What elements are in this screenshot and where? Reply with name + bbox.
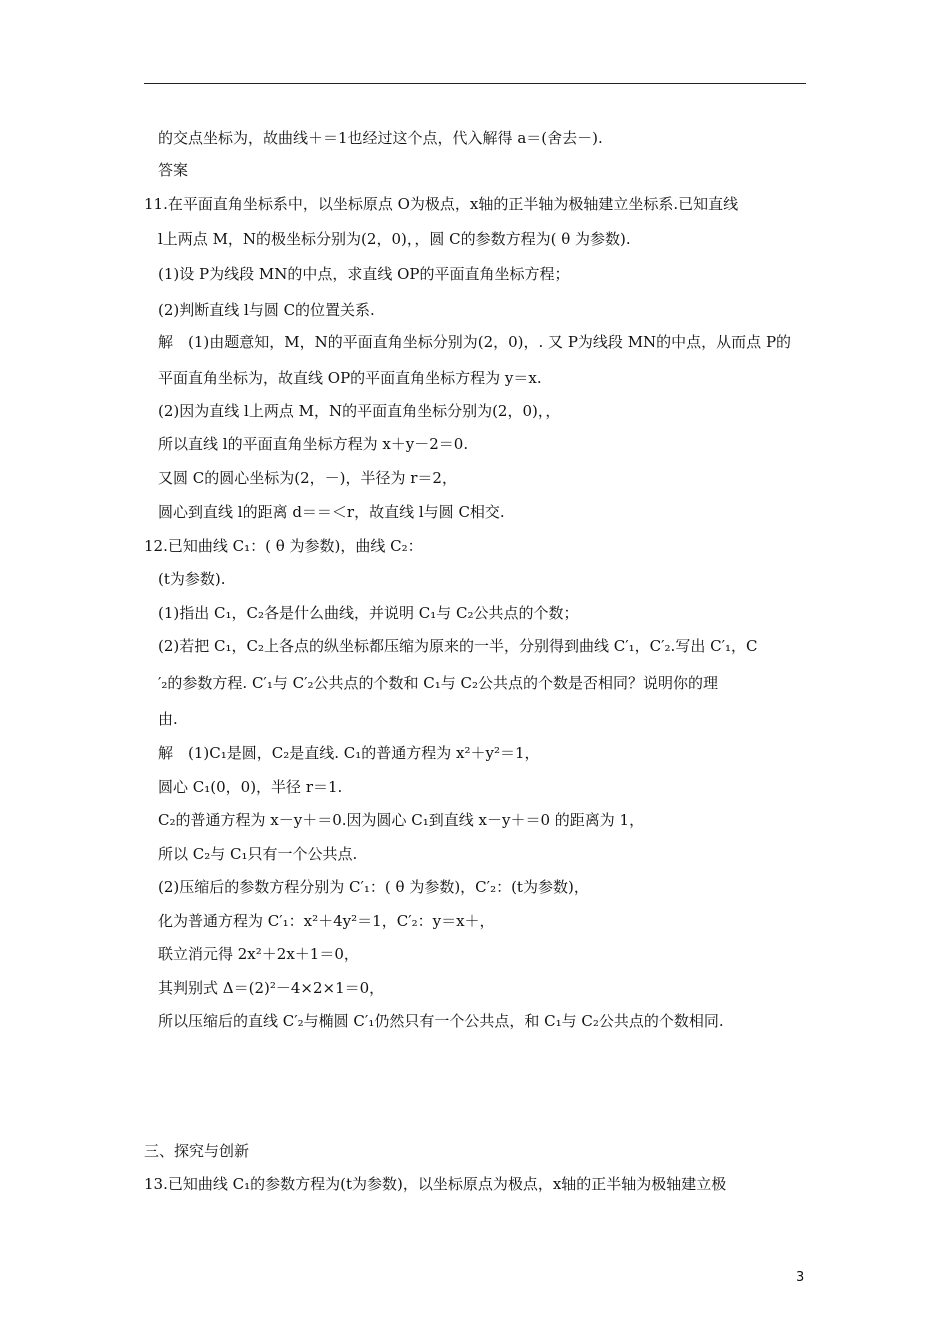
text-line: 三、探究与创新 [144, 1142, 250, 1160]
text-line: 12.已知曲线 C₁：( θ 为参数)，曲线 C₂： [144, 537, 423, 555]
text-line: 圆心到直线 l的距离 d＝＝＜r，故直线 l与圆 C相交. [158, 503, 505, 521]
text-line: ′₂的参数方程. C′₁与 C′₂公共点的个数和 C₁与 C₂公共点的个数是否相同？说明你的理 [158, 674, 719, 692]
text-line: (t为参数). [158, 570, 226, 588]
text-line: (1)设 P为线段 MN的中点，求直线 OP的平面直角坐标方程； [158, 265, 570, 283]
text-line: 圆心 C₁(0，0)，半径 r＝1. [158, 778, 343, 796]
text-line: 答案 [158, 161, 189, 179]
text-line: 11.在平面直角坐标系中，以坐标原点 O为极点，x轴的正半轴为极轴建立坐标系.已知直线 [144, 195, 739, 213]
text-line: 解 (1)由题意知，M，N的平面直角坐标分别为(2，0)，. 又 P为线段 MN的中点，从而点 P的 [158, 333, 792, 351]
text-line: 由. [158, 710, 178, 728]
page-number: 3 [796, 1270, 805, 1285]
text-line: 13.已知曲线 C₁的参数方程为(t为参数)，以坐标原点为极点，x轴的正半轴为极轴建立极 [144, 1175, 727, 1193]
text-line: (2)因为直线 l上两点 M，N的平面直角坐标分别为(2，0)，， [158, 402, 561, 420]
text-line: (2)若把 C₁，C₂上各点的纵坐标都压缩为原来的一半，分别得到曲线 C′₁，C′₂.写出 C′₁，C [158, 637, 758, 655]
text-line: 平面直角坐标为，故直线 OP的平面直角坐标方程为 y＝x. [158, 369, 542, 387]
text-line: (2)判断直线 l与圆 C的位置关系. [158, 301, 375, 319]
text-line: l上两点 M，N的极坐标分别为(2，0)，，圆 C的参数方程为( θ 为参数). [158, 230, 631, 248]
text-line: 所以压缩后的直线 C′₂与椭圆 C′₁仍然只有一个公共点，和 C₁与 C₂公共点的个数相同. [158, 1012, 724, 1030]
text-line: 所以 C₂与 C₁只有一个公共点. [158, 845, 358, 863]
text-line: 联立消元得 2x²＋2x＋1＝0， [158, 945, 359, 963]
text-line: (1)指出 C₁，C₂各是什么曲线，并说明 C₁与 C₂公共点的个数； [158, 604, 579, 622]
text-line: 其判别式 Δ＝(2)²－4×2×1＝0， [158, 979, 385, 997]
header-rule [144, 83, 806, 84]
text-line: 又圆 C的圆心坐标为(2，－)，半径为 r＝2， [158, 469, 457, 487]
text-line: 的交点坐标为，故曲线＋＝1也经过这个点，代入解得 a＝(舍去－). [158, 129, 603, 147]
text-line: (2)压缩后的参数方程分别为 C′₁：( θ 为参数)，C′₂：(t为参数)， [158, 878, 589, 896]
text-line: 化为普通方程为 C′₁：x²＋4y²＝1，C′₂：y＝x＋， [158, 912, 495, 930]
text-line: 解 (1)C₁是圆，C₂是直线. C₁的普通方程为 x²＋y²＝1， [158, 744, 540, 762]
text-line: 所以直线 l的平面直角坐标方程为 x＋y－2＝0. [158, 435, 469, 453]
text-line: C₂的普通方程为 x－y＋＝0.因为圆心 C₁到直线 x－y＋＝0 的距离为 1， [158, 811, 645, 829]
